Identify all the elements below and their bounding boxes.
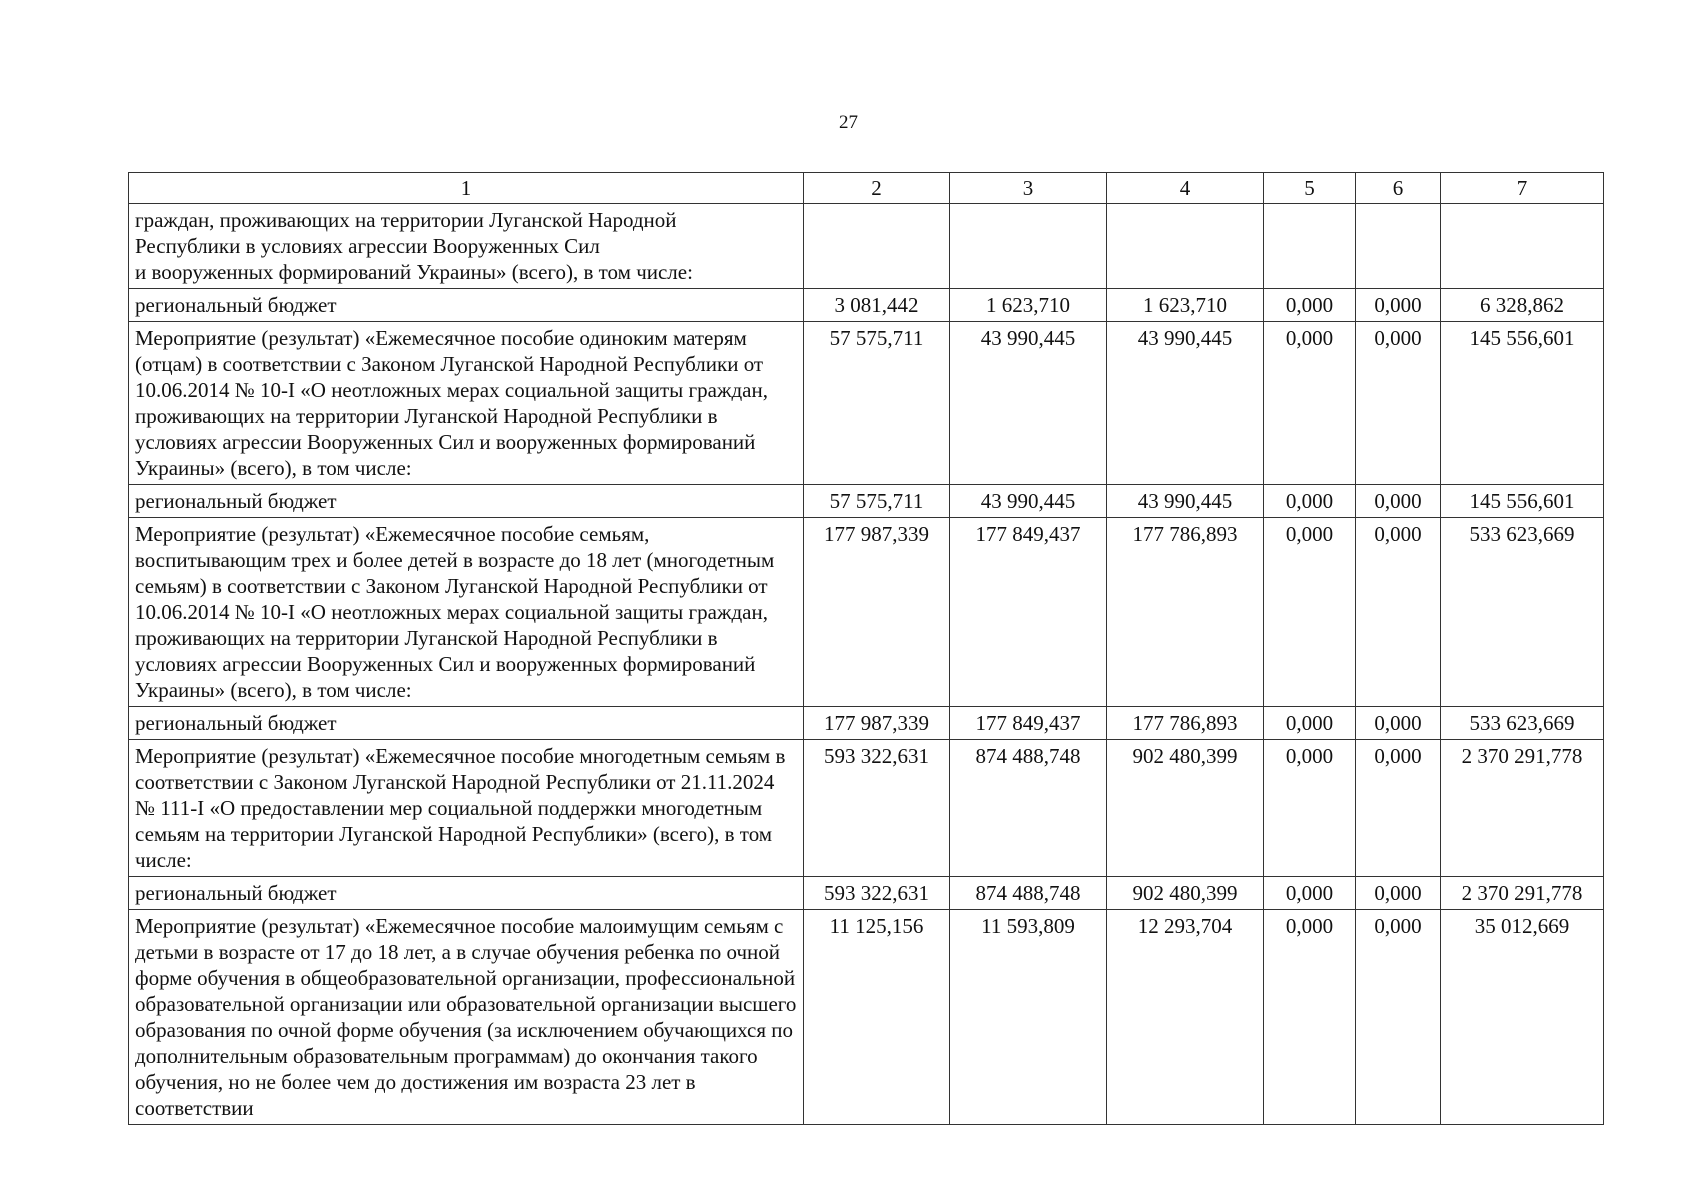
column-header-2: 2 bbox=[804, 173, 950, 204]
value-cell: 1 623,710 bbox=[950, 289, 1107, 322]
table-row bbox=[129, 910, 1604, 1125]
value-cell: 0,000 bbox=[1356, 740, 1441, 877]
page-number: 27 bbox=[839, 112, 858, 133]
value-cell: 0,000 bbox=[1356, 485, 1441, 518]
table-row bbox=[129, 740, 1604, 877]
value-cell: 593 322,631 bbox=[804, 877, 950, 910]
row-description: Мероприятие (результат) «Ежемесячное пособие одиноким матерям (отцам) в соответствии с Законом Луганской Народной Республики от 10.06.2014 № 10-I «О неотложных мерах социальной защиты граждан, проживающих на территории Луганской Народной Республики в условиях агрессии Вооруженных Сил и вооруженных формирований Украины» (всего), в том числе: bbox=[129, 322, 804, 485]
value-cell: 0,000 bbox=[1264, 289, 1356, 322]
value-cell: 0,000 bbox=[1356, 707, 1441, 740]
value-cell: 177 987,339 bbox=[804, 707, 950, 740]
value-cell: 533 623,669 bbox=[1441, 518, 1604, 707]
value-cell bbox=[950, 204, 1107, 289]
table-row bbox=[129, 707, 1604, 740]
value-cell: 3 081,442 bbox=[804, 289, 950, 322]
column-header-3: 3 bbox=[950, 173, 1107, 204]
value-cell: 533 623,669 bbox=[1441, 707, 1604, 740]
value-cell: 593 322,631 bbox=[804, 740, 950, 877]
column-header-1: 1 bbox=[129, 173, 804, 204]
row-description: региональный бюджет bbox=[129, 485, 804, 518]
value-cell bbox=[1264, 204, 1356, 289]
budget-table bbox=[128, 172, 1604, 1125]
value-cell: 57 575,711 bbox=[804, 322, 950, 485]
value-cell: 0,000 bbox=[1264, 740, 1356, 877]
value-cell: 177 786,893 bbox=[1107, 518, 1264, 707]
row-description: граждан, проживающих на территории Луганской Народной Республики в условиях агрессии Вооруженных Сил и вооруженных формирований Украины» (всего), в том числе: bbox=[129, 204, 804, 289]
value-cell: 1 623,710 bbox=[1107, 289, 1264, 322]
table-row bbox=[129, 518, 1604, 707]
table-row bbox=[129, 322, 1604, 485]
value-cell: 57 575,711 bbox=[804, 485, 950, 518]
value-cell: 0,000 bbox=[1356, 289, 1441, 322]
value-cell: 177 849,437 bbox=[950, 707, 1107, 740]
column-header-7: 7 bbox=[1441, 173, 1604, 204]
value-cell: 145 556,601 bbox=[1441, 485, 1604, 518]
value-cell: 0,000 bbox=[1356, 322, 1441, 485]
row-description: Мероприятие (результат) «Ежемесячное пособие семьям, воспитывающим трех и более детей в возрасте до 18 лет (многодетным семьям) в соответствии с Законом Луганской Народной Республики от 10.06.2014 № 10-I «О неотложных мерах социальной защиты граждан, проживающих на территории Луганской Народной Республики в условиях агрессии Вооруженных Сил и вооруженных формирований Украины» (всего), в том числе: bbox=[129, 518, 804, 707]
row-description: региональный бюджет bbox=[129, 707, 804, 740]
header-row bbox=[129, 173, 1604, 204]
value-cell bbox=[804, 204, 950, 289]
row-description: региональный бюджет bbox=[129, 877, 804, 910]
value-cell: 0,000 bbox=[1356, 518, 1441, 707]
value-cell: 902 480,399 bbox=[1107, 877, 1264, 910]
table-row bbox=[129, 204, 1604, 289]
value-cell: 874 488,748 bbox=[950, 740, 1107, 877]
value-cell: 2 370 291,778 bbox=[1441, 740, 1604, 877]
row-description: Мероприятие (результат) «Ежемесячное пособие многодетным семьям в соответствии с Законом Луганской Народной Республики от 21.11.2024 № 111-I «О предоставлении мер социальной поддержки многодетным семьям на территории Луганской Народной Республики» (всего), в том числе: bbox=[129, 740, 804, 877]
value-cell: 2 370 291,778 bbox=[1441, 877, 1604, 910]
table-row bbox=[129, 289, 1604, 322]
value-cell: 0,000 bbox=[1356, 877, 1441, 910]
value-cell: 0,000 bbox=[1264, 707, 1356, 740]
value-cell: 35 012,669 bbox=[1441, 910, 1604, 1125]
value-cell: 0,000 bbox=[1356, 910, 1441, 1125]
table-row bbox=[129, 877, 1604, 910]
value-cell: 0,000 bbox=[1264, 322, 1356, 485]
value-cell: 874 488,748 bbox=[950, 877, 1107, 910]
value-cell: 11 593,809 bbox=[950, 910, 1107, 1125]
value-cell: 0,000 bbox=[1264, 485, 1356, 518]
column-header-6: 6 bbox=[1356, 173, 1441, 204]
value-cell: 43 990,445 bbox=[1107, 322, 1264, 485]
value-cell: 177 849,437 bbox=[950, 518, 1107, 707]
value-cell bbox=[1441, 204, 1604, 289]
value-cell: 12 293,704 bbox=[1107, 910, 1264, 1125]
value-cell: 0,000 bbox=[1264, 518, 1356, 707]
value-cell: 43 990,445 bbox=[1107, 485, 1264, 518]
row-description: региональный бюджет bbox=[129, 289, 804, 322]
value-cell: 0,000 bbox=[1264, 910, 1356, 1125]
value-cell: 43 990,445 bbox=[950, 485, 1107, 518]
value-cell: 177 786,893 bbox=[1107, 707, 1264, 740]
value-cell: 0,000 bbox=[1264, 877, 1356, 910]
value-cell: 43 990,445 bbox=[950, 322, 1107, 485]
value-cell: 11 125,156 bbox=[804, 910, 950, 1125]
value-cell bbox=[1107, 204, 1264, 289]
value-cell: 6 328,862 bbox=[1441, 289, 1604, 322]
value-cell bbox=[1356, 204, 1441, 289]
value-cell: 145 556,601 bbox=[1441, 322, 1604, 485]
column-header-5: 5 bbox=[1264, 173, 1356, 204]
row-description: Мероприятие (результат) «Ежемесячное пособие малоимущим семьям с детьми в возрасте от 17 до 18 лет, а в случае обучения ребенка по очной форме обучения в общеобразовательной организации, профессиональной образовательной организации или образовательной организации высшего образования по очной форме обучения (за исключением обучающихся по дополнительным образовательным программам) до окончания такого обучения, но не более чем до достижения им возраста 23 лет в соответствии bbox=[129, 910, 804, 1125]
table-row bbox=[129, 485, 1604, 518]
column-header-4: 4 bbox=[1107, 173, 1264, 204]
value-cell: 177 987,339 bbox=[804, 518, 950, 707]
value-cell: 902 480,399 bbox=[1107, 740, 1264, 877]
